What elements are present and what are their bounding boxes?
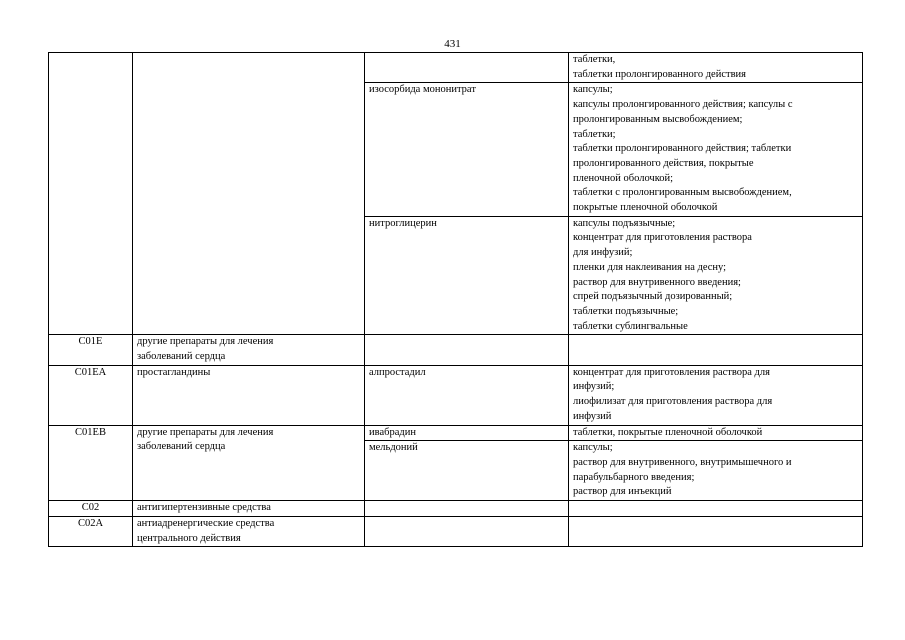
form-line: пленочной оболочкой; bbox=[573, 172, 674, 184]
atc-code-cell bbox=[49, 516, 133, 546]
forms-cell bbox=[569, 516, 863, 546]
drug-name: нитроглицерин bbox=[369, 217, 437, 229]
atc-code-cell bbox=[49, 365, 133, 425]
form-line: раствор для внутривенного введения; bbox=[573, 276, 741, 288]
atc-code-cell bbox=[49, 501, 133, 517]
drug-cell bbox=[365, 501, 569, 517]
group-line: другие препараты для лечения bbox=[137, 336, 274, 348]
form-line: пленки для наклеивания на десну; bbox=[573, 261, 727, 273]
atc-code: C02 bbox=[81, 502, 100, 514]
group-line: заболеваний сердца bbox=[137, 351, 226, 363]
group-cell bbox=[133, 365, 365, 425]
form-line: раствор для инъекций bbox=[573, 486, 672, 498]
form-line: пролонгированного действия, покрытые bbox=[573, 157, 754, 169]
table-row bbox=[49, 425, 863, 441]
atc-code: C01EA bbox=[74, 366, 107, 378]
group-line: антигипертензивные средства bbox=[137, 502, 271, 514]
forms-cell bbox=[569, 501, 863, 517]
drug-name: ивабрадин bbox=[369, 426, 416, 438]
form-line: таблетки; bbox=[573, 128, 616, 140]
form-line: таблетки пролонгированного действия; таблетки bbox=[573, 143, 792, 155]
form-line: инфузий bbox=[573, 410, 612, 422]
drug-name: мельдоний bbox=[369, 442, 418, 454]
group-line: простагландины bbox=[137, 366, 211, 378]
drug-name: алпростадил bbox=[369, 366, 426, 378]
forms-cell bbox=[569, 335, 863, 365]
forms-cell bbox=[569, 425, 863, 441]
form-line: спрей подъязычный дозированный; bbox=[573, 291, 733, 303]
drug-cell bbox=[365, 216, 569, 335]
form-line: концентрат для приготовления раствора для bbox=[573, 366, 770, 378]
drug-cell bbox=[365, 365, 569, 425]
group-cell bbox=[133, 516, 365, 546]
table-row bbox=[49, 53, 863, 83]
form-line: таблетки сублингвальные bbox=[573, 320, 688, 332]
table-row bbox=[49, 501, 863, 517]
group-line: заболеваний сердца bbox=[137, 441, 226, 453]
group-cell bbox=[133, 501, 365, 517]
form-line: таблетки, bbox=[573, 54, 616, 65]
form-line: таблетки с пролонгированным высвобождением, bbox=[573, 187, 792, 199]
forms-cell bbox=[569, 216, 863, 335]
table-row bbox=[49, 335, 863, 365]
form-line: капсулы; bbox=[573, 442, 613, 454]
drug-cell bbox=[365, 83, 569, 216]
atc-code-cell bbox=[49, 53, 133, 335]
group-cell bbox=[133, 425, 365, 501]
form-line: раствор для внутривенного, внутримышечного и bbox=[573, 456, 792, 468]
drug-cell bbox=[365, 425, 569, 441]
drug-cell bbox=[365, 441, 569, 501]
forms-cell bbox=[569, 83, 863, 216]
atc-code-cell bbox=[49, 335, 133, 365]
form-line: таблетки, покрытые пленочной оболочкой bbox=[573, 426, 763, 438]
form-line: для инфузий; bbox=[573, 247, 633, 259]
group-cell bbox=[133, 335, 365, 365]
drug-name: изосорбида мононитрат bbox=[369, 84, 476, 96]
page-number: 431 bbox=[444, 38, 461, 50]
drug-cell bbox=[365, 516, 569, 546]
atc-code-cell bbox=[49, 425, 133, 501]
form-line: инфузий; bbox=[573, 381, 615, 393]
form-line: пролонгированным высвобождением; bbox=[573, 113, 743, 125]
forms-cell bbox=[569, 365, 863, 425]
group-cell bbox=[133, 53, 365, 335]
atc-code: C01E bbox=[78, 336, 103, 348]
form-line: капсулы; bbox=[573, 84, 613, 96]
form-line: капсулы пролонгированного действия; капсулы с bbox=[573, 99, 793, 111]
form-line: концентрат для приготовления раствора bbox=[573, 232, 752, 244]
group-line: центрального действия bbox=[137, 532, 241, 544]
forms-cell bbox=[569, 53, 863, 83]
drug-cell bbox=[365, 335, 569, 365]
form-line: таблетки подъязычные; bbox=[573, 305, 679, 317]
form-line: лиофилизат для приготовления раствора для bbox=[573, 396, 773, 408]
forms-cell bbox=[569, 441, 863, 501]
form-line: таблетки пролонгированного действия bbox=[573, 68, 746, 80]
drug-table bbox=[48, 52, 863, 547]
form-line: парабульбарного введения; bbox=[573, 471, 695, 483]
group-line: антиадренергические средства bbox=[137, 517, 275, 529]
atc-code: C01EB bbox=[75, 426, 106, 438]
table-row bbox=[49, 365, 863, 425]
group-line: другие препараты для лечения bbox=[137, 426, 274, 438]
form-line: капсулы подъязычные; bbox=[573, 217, 676, 229]
atc-code: C02A bbox=[77, 517, 104, 529]
form-line: покрытые пленочной оболочкой bbox=[573, 202, 718, 214]
drug-cell bbox=[365, 53, 569, 83]
table-row bbox=[49, 516, 863, 546]
